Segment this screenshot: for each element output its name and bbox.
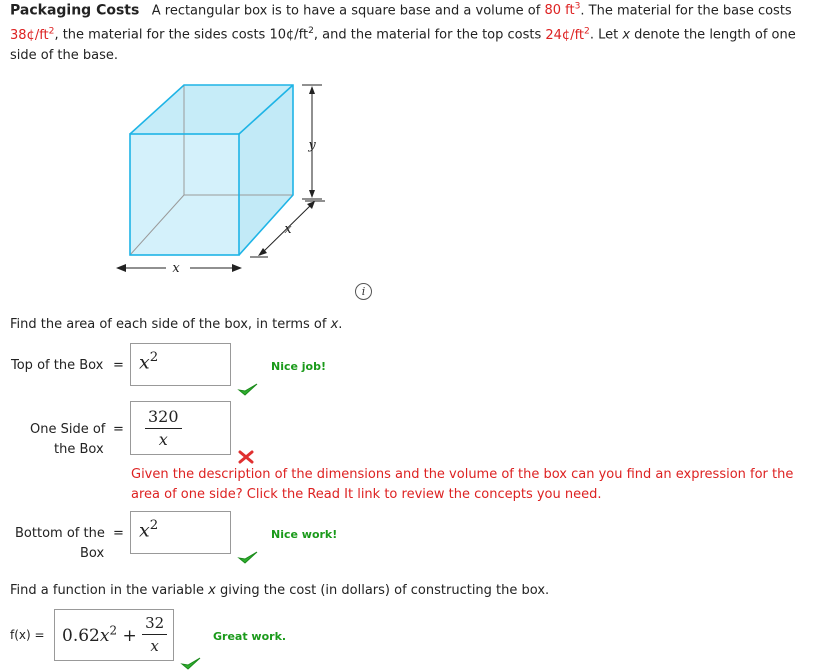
- cost-feedback: Great work.: [213, 630, 287, 643]
- x-mark-icon: [237, 449, 255, 465]
- side-of-box-input[interactable]: $\frac{320}{x}$: [130, 401, 231, 455]
- checkmark-icon: [237, 549, 259, 565]
- side-label-line1: One Side of: [30, 422, 106, 437]
- problem-statement: Packaging Costs A rectangular box is to have a square base and a volume of 80 $ft^3$. The material for the base costs $38¢/ft^2$, the material for the sides costs $10¢/ft^2$, and the material for the top costs $24¢/ft^2$. Let x denote the length of one side of the base.: [10, 2, 796, 63]
- side-label-line2: the Box: [54, 442, 104, 457]
- top-of-box-label: Top of the Box: [11, 358, 104, 373]
- x-depth-label: x: [284, 222, 292, 237]
- y-dimension-label: y: [308, 138, 316, 153]
- checkmark-icon: [180, 655, 202, 671]
- fx-label: f(x) =: [10, 628, 45, 642]
- info-icon[interactable]: i: [355, 283, 372, 300]
- bottom-of-box-input[interactable]: $x^2$: [130, 511, 231, 554]
- bottom-feedback: Nice work!: [271, 528, 338, 541]
- bottom-label-line2: Box: [80, 546, 105, 561]
- top-cost: $24¢/ft^2$: [545, 26, 590, 43]
- base-cost: $38¢/ft^2$: [10, 26, 55, 43]
- cost-function-input[interactable]: $0.62x^2$ + $\frac{32}{x}$: [54, 609, 174, 661]
- question2-prompt: Find a function in the variable x giving the cost (in dollars) of constructing the box.: [10, 583, 550, 598]
- bottom-label-line1: Bottom of the: [15, 526, 105, 541]
- problem-title: Packaging Costs: [10, 2, 140, 19]
- x-width-label: x: [172, 261, 180, 276]
- top-feedback: Nice job!: [271, 360, 327, 373]
- top-of-box-input[interactable]: $x^2$: [130, 343, 231, 386]
- question1-prompt: Find the area of each side of the box, in terms of x.: [10, 317, 343, 332]
- side-feedback: Given the description of the dimensions and the volume of the box can you find an expression for the area of one side? Click the Read It link to review the concepts you need.: [131, 467, 794, 502]
- checkmark-icon: [237, 381, 259, 397]
- box-figure: [100, 75, 340, 285]
- volume-value: 80 $ft^3$: [544, 2, 581, 19]
